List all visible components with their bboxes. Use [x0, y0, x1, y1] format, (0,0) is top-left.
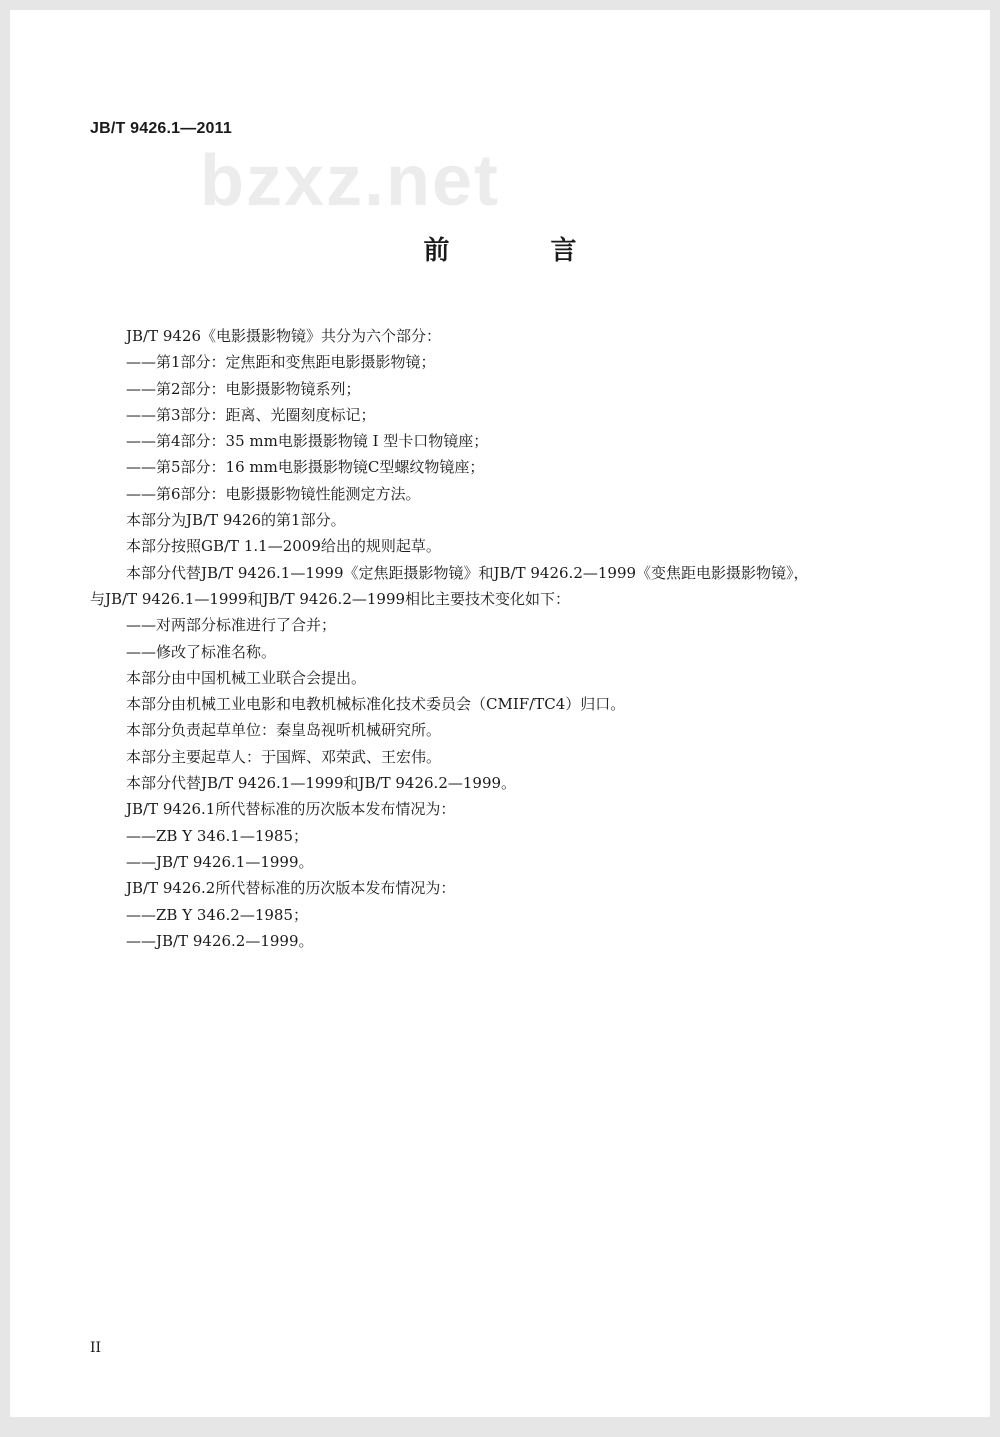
paragraph-line: 本部分代替JB/T 9426.1—1999和JB/T 9426.2—1999。 — [126, 774, 517, 793]
paragraph-line: 本部分主要起草人：于国辉、邓荣武、王宏伟。 — [126, 747, 442, 766]
foreword-body — [90, 323, 910, 954]
paragraph-line: 本部分代替JB/T 9426.1—1999《定焦距摄影物镜》和JB/T 9426.2—1999《变焦距电影摄影物镜》， — [126, 563, 809, 582]
paragraph-line: JB/T 9426.2所代替标准的历次版本发布情况为： — [126, 879, 456, 898]
paragraph-line: 本部分由中国机械工业联合会提出。 — [126, 668, 367, 687]
list-item: ——JB/T 9426.1—1999。 — [126, 852, 314, 871]
paragraph-line: JB/T 9426.1所代替标准的历次版本发布情况为： — [126, 800, 456, 819]
paragraph-line: 与JB/T 9426.1—1999和JB/T 9426.2—1999相比主要技术变化如下： — [90, 589, 571, 608]
page-title: 前 言 — [423, 236, 623, 266]
page-number: II — [90, 1340, 102, 1356]
list-item: ——对两部分标准进行了合并； — [126, 616, 337, 635]
document-page — [10, 10, 990, 1417]
paragraph-line: 本部分由机械工业电影和电教机械标准化技术委员会（CMIF/TC4）归口。 — [126, 695, 626, 714]
paragraph-line: 本部分按照GB/T 1.1—2009给出的规则起草。 — [126, 537, 441, 556]
list-item: ——ZB Y 346.2—1985； — [126, 905, 308, 924]
list-item: ——第3部分：距离、光圈刻度标记； — [126, 405, 376, 424]
list-item: ——第4部分：35 mm电影摄影物镜 I 型卡口物镜座； — [126, 432, 489, 451]
document-code: JB/T 9426.1—2011 — [90, 120, 232, 137]
list-item: ——第5部分：16 mm电影摄影物镜C型螺纹物镜座； — [126, 458, 485, 477]
list-item: ——第2部分：电影摄影物镜系列； — [126, 379, 361, 398]
paragraph-line: 本部分为JB/T 9426的第1部分。 — [126, 511, 346, 530]
list-item: ——第1部分：定焦距和变焦距电影摄影物镜； — [126, 353, 436, 372]
list-item: ——第6部分：电影摄影物镜性能测定方法。 — [126, 484, 421, 503]
paragraph-line: 本部分负责起草单位：秦皇岛视听机械研究所。 — [126, 721, 442, 740]
paragraph-line: JB/T 9426《电影摄影物镜》共分为六个部分： — [126, 327, 442, 345]
list-item: ——修改了标准名称。 — [126, 642, 277, 661]
watermark: bzxz.net — [200, 141, 501, 221]
list-item: ——JB/T 9426.2—1999。 — [126, 931, 314, 950]
list-item: ——ZB Y 346.1—1985； — [126, 826, 308, 845]
